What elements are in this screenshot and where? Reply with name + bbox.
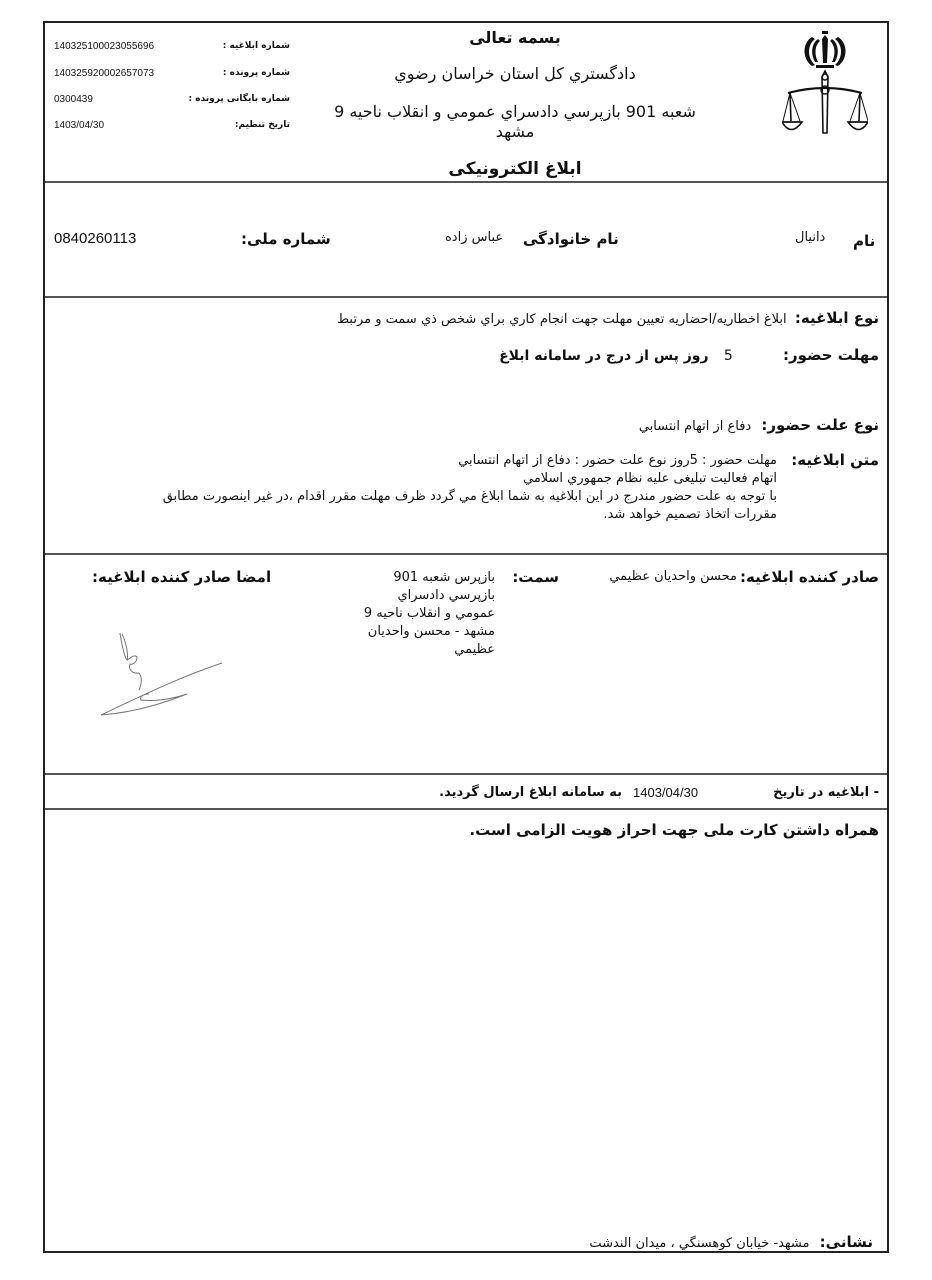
id-required-note: همراه داشتن کارت ملی جهت احراز هویت الزامی است. (469, 821, 879, 839)
judiciary-emblem-icon (782, 29, 868, 141)
signature-label: امضا صادر کننده ابلاغیه: (92, 568, 272, 586)
branch-name-line1: شعبه 901 بازپرسي دادسراي عمومي و انقلاب ناحيه 9 (334, 102, 696, 121)
first-name-value: دانیال (795, 230, 826, 245)
divider (45, 553, 887, 555)
national-id-label: شماره ملی: (241, 230, 331, 248)
issue-date-label: تاریخ تنظیم: (234, 120, 290, 130)
notice-number-label: شماره ابلاغیه : (222, 41, 290, 51)
position-label: سمت: (512, 568, 559, 586)
notice-type-row (337, 309, 879, 327)
signature-image (97, 628, 237, 723)
deadline-days: 5 (723, 348, 733, 364)
national-id-value: 0840260113 (54, 230, 137, 247)
divider (45, 773, 887, 775)
issue-date-value: 1403/04/30 (54, 120, 105, 131)
case-number-value: 140325920002657073 (54, 68, 155, 79)
address-label: نشانی: (819, 1233, 873, 1251)
archive-number-label: شماره بایگانی پرونده : (188, 94, 290, 104)
deadline-text: روز پس از درج در سامانه ابلاغ (499, 348, 709, 364)
notice-body-line: اتهام فعاليت تبليغی عليه نظام جمهوري اسلامي (522, 471, 777, 486)
reason-value: دفاع از اتهام انتسابي (638, 419, 752, 434)
archive-number-value: 0300439 (54, 94, 93, 105)
branch-name-line2: مشهد (495, 122, 535, 141)
notice-body-line: مقررات اتخاذ تصميم خواهد شد. (603, 507, 777, 522)
reason-label: نوع علت حضور: (761, 416, 879, 434)
sent-prefix: - ابلاغیه در تاریخ (773, 785, 879, 800)
position-line: عظيمي (454, 642, 495, 657)
position-value (364, 569, 495, 659)
divider (45, 296, 887, 298)
court-name: دادگستري کل استان خراسان رضوي (394, 64, 636, 83)
first-name-label: نام (853, 232, 876, 250)
divider (45, 808, 887, 810)
invocation-heading: بسمه تعالی (469, 28, 561, 47)
notice-type-value: ابلاغ اخطاريه/احضاريه تعيين مهلت جهت انجام کاري براي شخص ذي سمت و مرتبط (337, 312, 787, 327)
notice-document (43, 21, 889, 1253)
issuer-name: محسن واحديان عظيمي (609, 569, 737, 584)
position-line: عمومي و انقلاب ناحيه 9 (363, 606, 495, 621)
position-line: بازپرس شعبه 901 (393, 570, 495, 585)
issuer-label: صادر کننده ابلاغیه: (739, 568, 879, 586)
divider (45, 181, 887, 183)
reason-row (639, 415, 879, 434)
notice-body (163, 452, 777, 524)
deadline-label: مهلت حضور: (782, 346, 879, 364)
address-row (589, 1232, 873, 1251)
notice-body-line: با توجه به علت حضور مندرج در اين ابلاغيه به شما ابلاغ مي گردد ظرف مهلت مقرر اقدام ،در غير اينصورت مطابق (162, 489, 777, 504)
position-line: بازپرسي دادسراي (397, 588, 495, 603)
sent-date: 1403/04/30 (633, 785, 699, 800)
address-value: مشهد- خيابان کوهسنگي ، ميدان الندشت (589, 1236, 810, 1251)
last-name-label: نام خانوادگی (523, 230, 619, 248)
notice-number-value: 140325100023055696 (54, 41, 155, 52)
position-line: مشهد - محسن واحديان (367, 624, 495, 639)
notice-body-line: مهلت حضور : 5روز نوع علت حضور : دفاع از اتهام انتسابي (458, 453, 777, 468)
notice-type-label: نوع ابلاغیه: (794, 309, 879, 327)
document-title: ابلاغ الکترونیکی (448, 159, 582, 179)
notice-body-label: متن ابلاغیه: (791, 451, 879, 469)
case-number-label: شماره پرونده : (222, 68, 290, 78)
sent-suffix: به سامانه ابلاغ ارسال گردید. (439, 785, 622, 800)
last-name-value: عباس زاده (445, 230, 504, 245)
deadline-row (499, 345, 879, 364)
